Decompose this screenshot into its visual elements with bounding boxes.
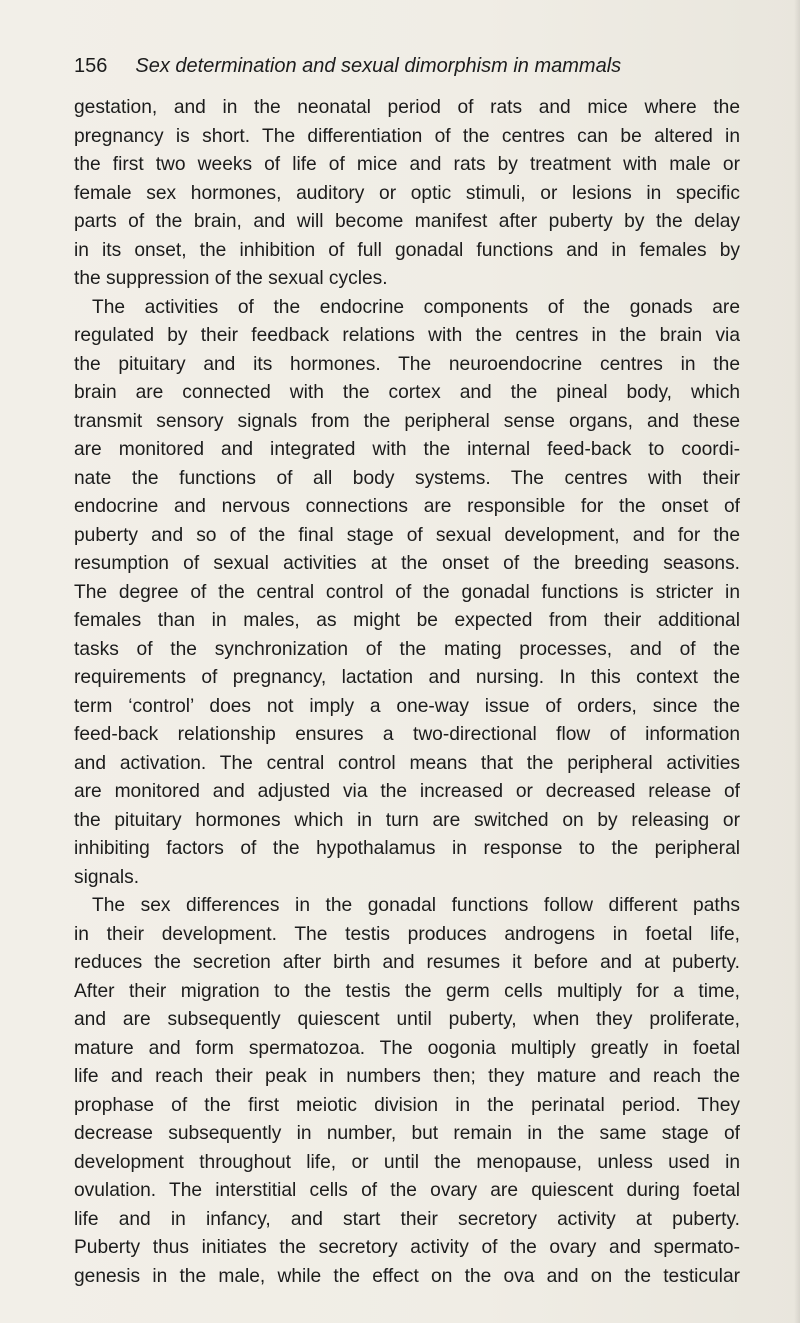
page-edge-shadow: [794, 0, 800, 1323]
text-line: the suppression of the sexual cycles.: [74, 268, 388, 289]
text-line: nate the functions of all body systems. The centres with their: [74, 467, 740, 489]
text-line: the pituitary hormones which in turn are switched on by releasing or: [74, 809, 740, 831]
text-line: endocrine and nervous connections are responsible for the onset of: [74, 496, 740, 517]
text-line: ovulation. The interstitial cells of the ovary are quiescent during foetal: [74, 1180, 740, 1201]
text-line: and activation. The central control means that the peripheral activities: [74, 752, 740, 774]
text-line: are monitored and adjusted via the increased or decreased release of: [74, 781, 740, 802]
text-line: tasks of the synchronization of the mating processes, and of the: [74, 638, 740, 660]
text-line: female sex hormones, auditory or optic stimuli, or lesions in specific: [74, 182, 740, 204]
text-line: pregnancy is short. The differentiation of the centres can be altered in: [74, 125, 740, 147]
text-line: inhibiting factors of the hypothalamus in response to the peripheral: [74, 838, 740, 859]
text-line: The sex differences in the gonadal functions follow different paths: [92, 895, 740, 916]
text-line: parts of the brain, and will become manifest after puberty by the delay: [74, 211, 740, 232]
text-line: gestation, and in the neonatal period of rats and mice where the: [74, 97, 740, 118]
text-line: transmit sensory signals from the peripheral sense organs, and these: [74, 410, 740, 432]
text-line: resumption of sexual activities at the onset of the breeding seasons.: [74, 553, 740, 574]
text-line: the first two weeks of life of mice and rats by treatment with male or: [74, 154, 740, 175]
text-line: term ‘control’ does not imply a one-way issue of orders, since the: [74, 695, 740, 717]
text-line: the pituitary and its hormones. The neuroendocrine centres in the: [74, 353, 740, 375]
text-line: genesis in the male, while the effect on the ova and on the testicular: [74, 1265, 740, 1287]
text-line: requirements of pregnancy, lactation and nursing. In this context the: [74, 667, 740, 688]
text-line: mature and form spermatozoa. The oogonia multiply greatly in foetal: [74, 1037, 740, 1059]
text-line: in its onset, the inhibition of full gonadal functions and in females by: [74, 239, 740, 261]
text-line: reduces the secretion after birth and resumes it before and at puberty.: [74, 952, 740, 973]
text-line: The activities of the endocrine components of the gonads are: [92, 296, 740, 318]
text-line: After their migration to the testis the germ cells multiply for a time,: [74, 980, 740, 1002]
text-line: brain are connected with the cortex and the pineal body, which: [74, 382, 740, 403]
running-title: Sex determination and sexual dimorphism in mammals: [135, 55, 622, 77]
text-line: regulated by their feedback relations with the centres in the brain via: [74, 325, 740, 346]
text-line: signals.: [74, 866, 140, 888]
text-line: prophase of the first meiotic division in the perinatal period. They: [74, 1094, 740, 1116]
text-line: life and in infancy, and start their secretory activity at puberty.: [74, 1208, 740, 1230]
text-line: The degree of the central control of the gonadal functions is stricter in: [74, 581, 740, 603]
text-line: and are subsequently quiescent until puberty, when they proliferate,: [74, 1009, 740, 1030]
text-line: females than in males, as might be expected from their additional: [74, 610, 740, 631]
text-line: in their development. The testis produces androgens in foetal life,: [74, 923, 740, 945]
text-line: life and reach their peak in numbers then; they mature and reach the: [74, 1066, 740, 1087]
text-line: development throughout life, or until the menopause, unless used in: [74, 1151, 740, 1173]
page-number: 156: [74, 55, 108, 77]
text-line: decrease subsequently in number, but remain in the same stage of: [74, 1123, 740, 1144]
text-line: feed-back relationship ensures a two-directional flow of information: [74, 724, 740, 745]
text-line: are monitored and integrated with the internal feed-back to coordi-: [74, 439, 740, 460]
text-line: puberty and so of the final stage of sexual development, and for the: [74, 524, 740, 546]
text-line: Puberty thus initiates the secretory activity of the ovary and spermato-: [74, 1237, 740, 1258]
body-text: [74, 94, 740, 1291]
running-header: [74, 52, 621, 80]
